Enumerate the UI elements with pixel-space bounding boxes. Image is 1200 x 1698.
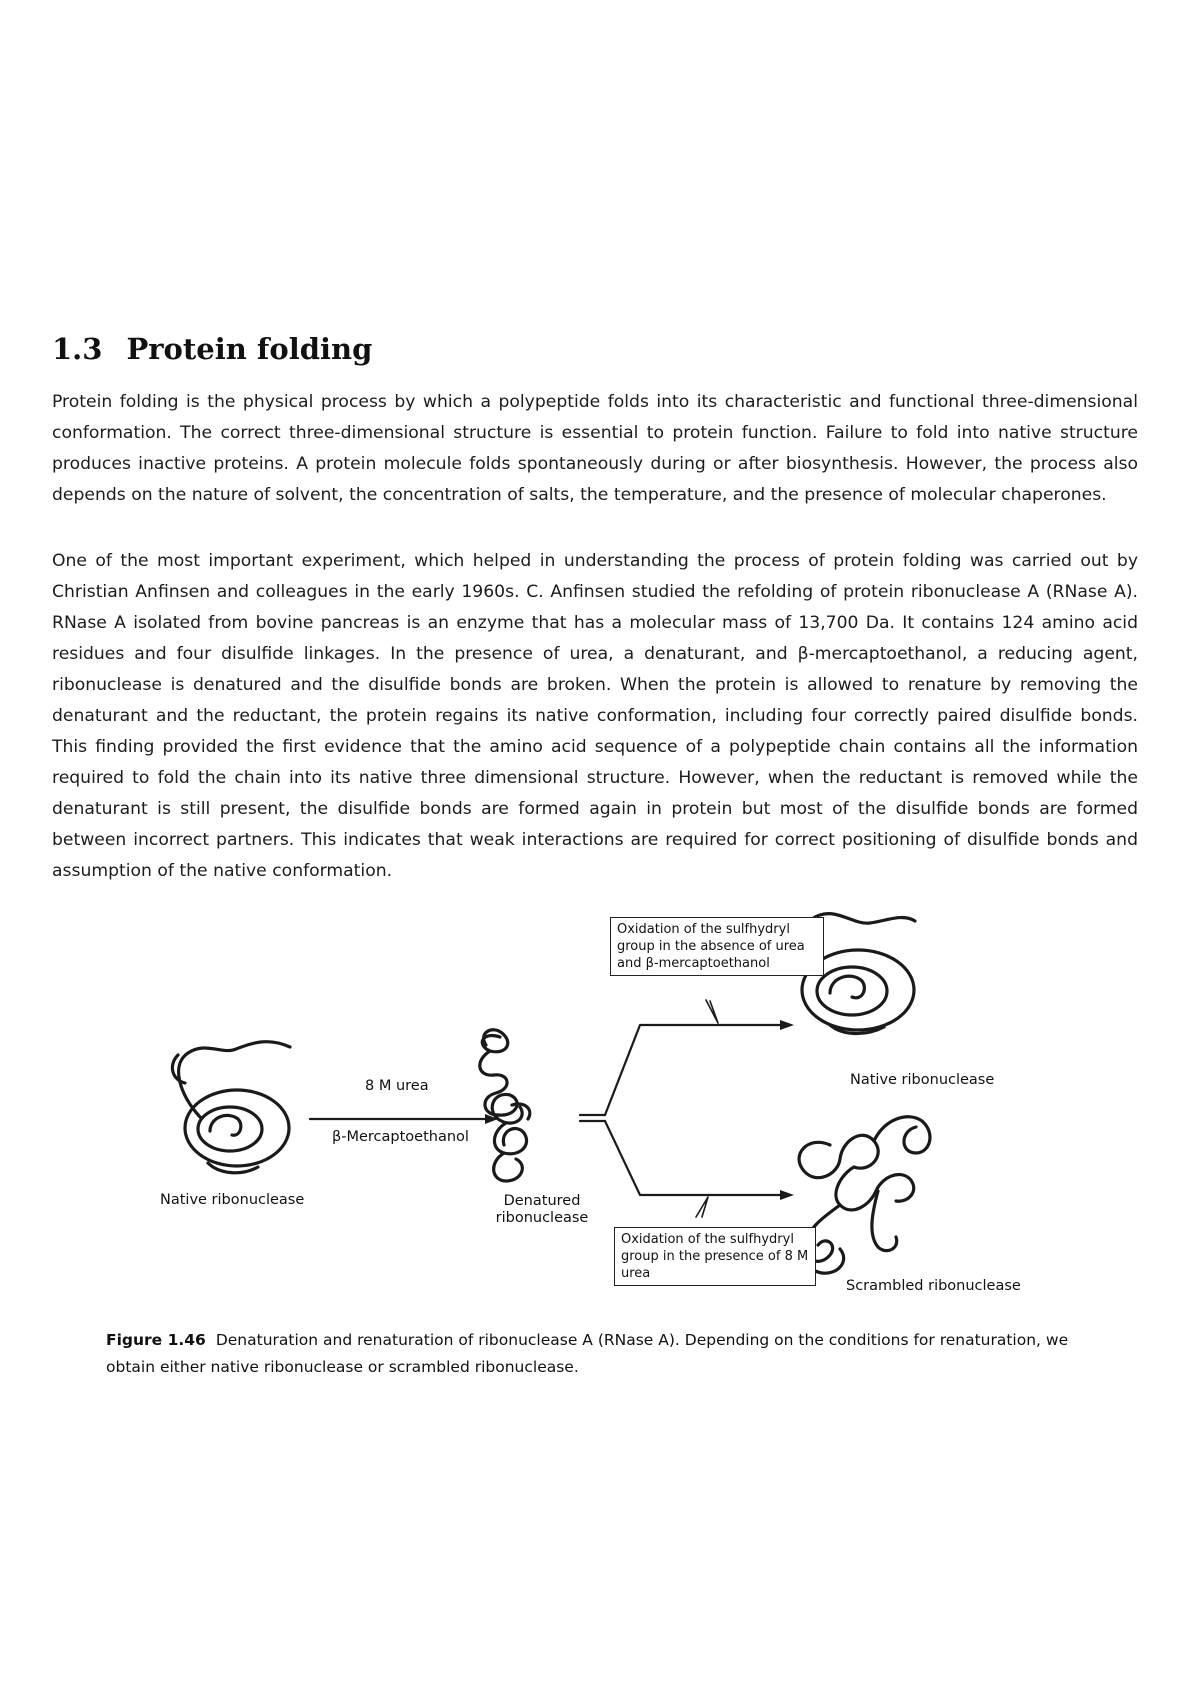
section-heading	[52, 332, 372, 366]
urea-label: 8 M urea	[365, 1078, 429, 1094]
oxidation-box-scrambled: Oxidation of the sulfhydryl group in the presence of 8 M urea	[614, 1227, 816, 1286]
caption-text: Denaturation and renaturation of ribonuclease A (RNase A). Depending on the conditions for renaturation, we obtain either native ribonuclease or scrambled ribonuclease.	[106, 1331, 1069, 1376]
mercaptoethanol-label: β-Mercaptoethanol	[332, 1129, 469, 1145]
section-title: Protein folding	[126, 332, 373, 366]
native-label: Native ribonuclease	[160, 1192, 305, 1208]
scrambled-label: Scrambled ribonuclease	[846, 1278, 1021, 1294]
section-number: 1.3	[52, 332, 103, 366]
denatured-protein-drawing	[480, 1030, 530, 1181]
native-protein-drawing	[172, 1042, 290, 1173]
paragraph-intro: Protein folding is the physical process by which a polypeptide folds into its characteristic and functional three-dimensional conformation. The correct three-dimensional structure is essential to protein function. Failure to fold into native structure produces inactive proteins. A protein molecule folds spontaneously during or after biosynthesis. However, the process also depends on the nature of solvent, the concentration of salts, the temperature, and the presence of molecular chaperones.	[52, 392, 1138, 505]
native-result-label: Native ribonuclease	[850, 1072, 995, 1088]
oxidation-box-native: Oxidation of the sulfhydryl group in the absence of urea and β-mercaptoethanol	[610, 917, 824, 976]
scrambled-result-drawing	[799, 1117, 930, 1273]
figure-ribonuclease	[140, 905, 1080, 1295]
paragraph-anfinsen: One of the most important experiment, which helped in understanding the process of protein folding was carried out by Christian Anfinsen and colleagues in the early 1960s. C. Anfinsen studied the refolding of protein ribonuclease A (RNase A). RNase A isolated from bovine pancreas is an enzyme that has a molecular mass of 13,700 Da. It contains 124 amino acid residues and four disulfide linkages. In the presence of urea, a denaturant, and β-mercaptoethanol, a reducing agent, ribonuclease is denatured and the disulfide bonds are broken. When the protein is allowed to renature by removing the denaturant and the reductant, the protein regains its native conformation, including four correctly paired disulfide bonds. This finding provided the first evidence that the amino acid sequence of a polypeptide chain contains all the information required to fold the chain into its native three dimensional structure. However, when the reductant is removed while the denaturant is still present, the disulfide bonds are formed again in protein but most of the disulfide bonds are formed between incorrect partners. This indicates that weak interactions are required for correct positioning of disulfide bonds and assumption of the native conformation.	[52, 551, 1138, 881]
denatured-label: Denatured ribonuclease	[495, 1193, 589, 1226]
caption-number: Figure 1.46	[106, 1331, 206, 1349]
figure-caption	[106, 1327, 1106, 1381]
